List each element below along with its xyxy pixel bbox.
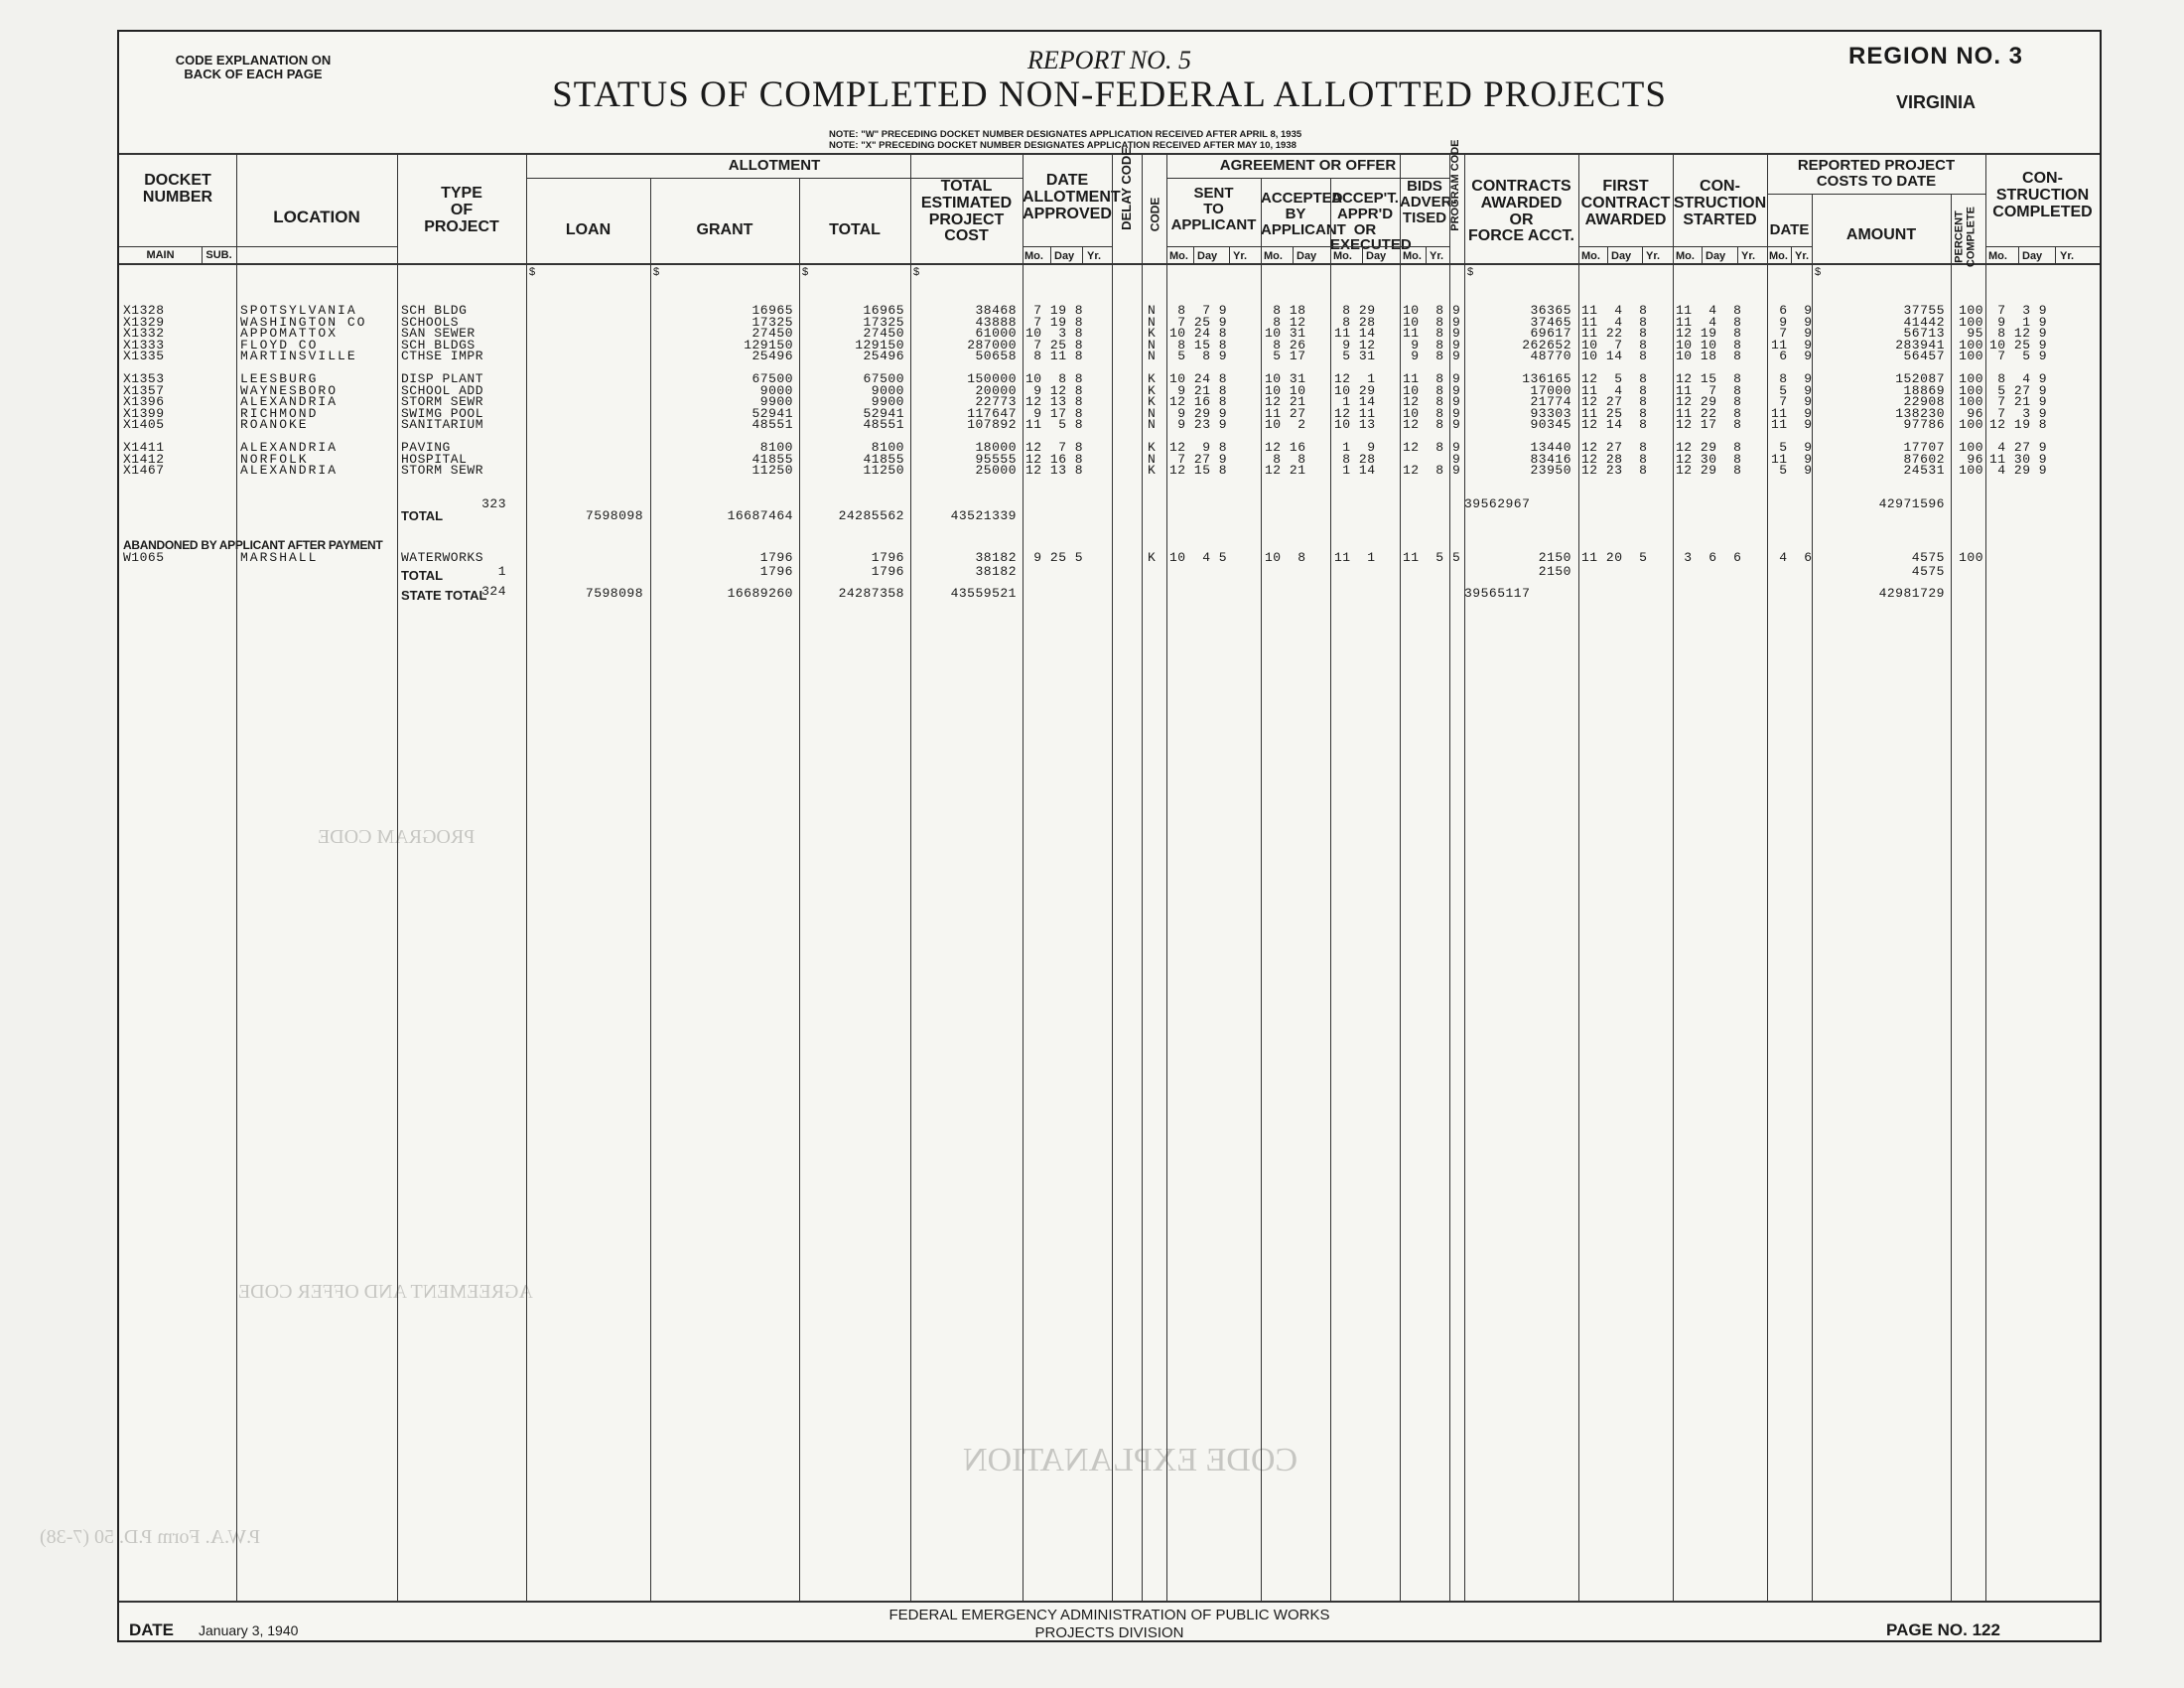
sub-day: Day xyxy=(1297,250,1317,262)
table-top-rule xyxy=(119,153,2100,155)
header-completed: CON- STRUCTION COMPLETED xyxy=(1992,170,2093,220)
state-total-contracts: 39565117 xyxy=(1464,586,1531,601)
total-est-cost: 43521339 xyxy=(950,508,1017,523)
header-docket: DOCKET NUMBER xyxy=(142,172,213,206)
est-cost-column: 38468 43888 61000 287000 50658 150000 20000 22773 117647 107892 18000 95555 25000 xyxy=(967,303,1017,478)
report-number: REPORT NO. 5 xyxy=(1027,46,1191,74)
header-contracts: CONTRACTS AWARDED OR FORCE ACCT. xyxy=(1468,178,1574,245)
header-est-cost: TOTAL ESTIMATED PROJECT COST xyxy=(920,178,1013,245)
dollar-sign: $ xyxy=(529,266,536,278)
completed-column: 7 3 9 9 1 9 8 12 9 10 25 9 7 5 9 8 4 9 5 27 9 7 21 9 7 3 9 12 19 8 4 27 9 11 30 9 4 29 9 xyxy=(1989,303,2048,478)
accepted-column: 8 18 8 12 10 31 8 26 5 17 10 31 10 10 12 21 11 27 10 2 12 16 8 8 12 21 xyxy=(1265,303,1306,478)
header-loan: LOAN xyxy=(565,221,612,238)
abandoned-report-date: 4 6 xyxy=(1771,550,1813,565)
dollar-sign: $ xyxy=(653,266,660,278)
page-title: STATUS OF COMPLETED NON-FEDERAL ALLOTTED PROJECTS xyxy=(552,74,1667,115)
dollar-sign: $ xyxy=(1467,266,1474,278)
sub-yr: Yr. xyxy=(1795,250,1810,262)
sub-yr: Yr. xyxy=(1233,250,1248,262)
bleed-program-code: PROGRAM CODE xyxy=(318,826,476,848)
abandoned-total: 1796 xyxy=(871,550,904,565)
footer-agency: FEDERAL EMERGENCY ADMINISTRATION OF PUBLIC WORKS xyxy=(888,1607,1330,1623)
header-location: LOCATION xyxy=(273,208,360,226)
footer-division: PROJECTS DIVISION xyxy=(1034,1624,1184,1641)
abandoned-executed: 11 1 xyxy=(1334,550,1376,565)
report-date-column: 6 9 9 9 7 9 11 9 6 9 8 9 5 9 7 9 11 9 11 9 5 9 11 9 5 9 xyxy=(1771,303,1813,478)
abandoned-total-allotment: 1796 xyxy=(871,564,904,579)
percent-column: 100 100 95 100 100 100 100 100 96 100 100 96 100 xyxy=(1959,303,1983,478)
sub-yr: Yr. xyxy=(1646,250,1661,262)
header-first-contract: FIRST CONTRACT AWARDED xyxy=(1580,178,1671,228)
abandoned-total-grant: 1796 xyxy=(759,564,793,579)
total-grant: 16687464 xyxy=(727,508,793,523)
total-column: 16965 17325 27450 129150 25496 67500 9000 9900 52941 48551 8100 41855 11250 xyxy=(855,303,904,478)
abandoned-est-cost: 38182 xyxy=(975,550,1017,565)
sub-day: Day xyxy=(1197,250,1218,262)
header-bids: BIDS ADVER- TISED xyxy=(1400,178,1457,226)
header-delay-code: DELAY CODE xyxy=(1119,147,1135,230)
bleed-agreement-code: AGREEMENT AND OFFER CODE xyxy=(238,1281,533,1303)
abandoned-docket: W1065 xyxy=(123,550,165,565)
sub-day: Day xyxy=(1706,250,1726,262)
state-total-label: STATE TOTAL xyxy=(401,588,487,603)
sub-mo: Mo. xyxy=(1333,250,1352,262)
contracts-column: 36365 37465 69617 262652 48770 136165 17000 21774 93303 90345 13440 83416 23950 xyxy=(1522,303,1571,478)
dollar-sign: $ xyxy=(802,266,809,278)
state-label: VIRGINIA xyxy=(1895,92,1976,112)
sub-yr: Yr. xyxy=(1741,250,1756,262)
abandoned-first-contract: 11 20 5 xyxy=(1581,550,1648,565)
sub-mo: Mo. xyxy=(1676,250,1695,262)
abandoned-total-amount: 4575 xyxy=(1911,564,1945,579)
header-grant: GRANT xyxy=(696,221,753,238)
state-total-amount: 42981729 xyxy=(1878,586,1945,601)
abandoned-amount: 4575 xyxy=(1911,550,1945,565)
sub-day: Day xyxy=(1611,250,1632,262)
total-label: TOTAL xyxy=(401,508,444,523)
header-date: DATE xyxy=(1769,221,1810,238)
state-total-loan: 7598098 xyxy=(585,586,643,601)
abandoned-percent: 100 xyxy=(1959,550,1983,565)
abandoned-heading: ABANDONED BY APPLICANT AFTER PAYMENT xyxy=(123,538,383,552)
amount-column: 37755 41442 56713 283941 56457 152087 18869 22908 138230 97786 17707 87602 24531 xyxy=(1895,303,1945,478)
abandoned-construction-started: 3 6 6 xyxy=(1676,550,1742,565)
footer-date-label: DATE xyxy=(129,1620,175,1639)
abandoned-total-label: TOTAL xyxy=(401,568,444,583)
bleed-code-explanation: CODE EXPLANATION xyxy=(963,1442,1298,1478)
sub-mo: Mo. xyxy=(1264,250,1283,262)
total-count: 323 xyxy=(481,496,506,511)
state-total-count: 324 xyxy=(481,584,506,599)
sub-mo: Mo. xyxy=(1769,250,1788,262)
total-amount: 42971596 xyxy=(1878,496,1945,511)
report-sheet xyxy=(40,30,2102,1642)
state-total-grant: 16689260 xyxy=(727,586,793,601)
total-contracts: 39562967 xyxy=(1464,496,1531,511)
header-main: MAIN xyxy=(146,249,175,261)
header-program-code: PROGRAM CODE xyxy=(1449,139,1462,231)
header-percent: PERCENT COMPLETE xyxy=(1953,206,1977,268)
abandoned-contracts: 2150 xyxy=(1538,550,1571,565)
header-executed: ACCEP'T. APPR'D OR EXECUTED xyxy=(1330,190,1412,254)
abandoned-grant: 1796 xyxy=(759,550,793,565)
header-accepted: ACCEPTED BY APPLICANT xyxy=(1261,190,1346,238)
state-total-est-cost: 43559521 xyxy=(950,586,1017,601)
abandoned-type: WATERWORKS xyxy=(401,550,484,565)
type-column: SCH BLDG SCHOOLS SAN SEWER SCH BLDGS CTHSE IMPR DISP PLANT SCHOOL ADD STORM SEWR SWIMG POOL SANITARIUM PAVING HOSPITAL STORM SEWR xyxy=(401,303,484,478)
sub-yr: Yr. xyxy=(1430,250,1444,262)
sub-day: Day xyxy=(1366,250,1387,262)
header-allotment: ALLOTMENT xyxy=(728,157,821,174)
header-type: TYPE OF PROJECT xyxy=(424,185,499,235)
region-label: REGION NO. 3 xyxy=(1847,43,2024,70)
bids-column: 10 8 10 8 11 8 9 8 9 8 11 8 10 8 12 8 10 8 12 8 12 8 12 8 xyxy=(1403,303,1444,478)
abandoned-program: 5 xyxy=(1452,550,1461,565)
header-date-approved: DATE ALLOTMENT APPROVED xyxy=(1023,172,1121,222)
header-amount: AMOUNT xyxy=(1845,226,1917,243)
abandoned-location: MARSHALL xyxy=(240,550,319,565)
approved-column: 7 19 8 7 19 8 10 3 8 7 25 8 8 11 8 10 8 8 9 12 8 12 13 8 9 17 8 11 5 8 12 7 8 12 16 8 12 13 8 xyxy=(1025,303,1084,478)
sub-yr: Yr. xyxy=(1087,250,1102,262)
sub-mo: Mo. xyxy=(1581,250,1600,262)
total-allotment: 24285562 xyxy=(838,508,904,523)
header-reported: REPORTED PROJECT COSTS TO DATE xyxy=(1797,157,1956,190)
code-note: CODE EXPLANATION ON BACK OF EACH PAGE xyxy=(175,53,332,81)
header-total: TOTAL xyxy=(829,221,881,238)
sub-mo: Mo. xyxy=(1024,250,1043,262)
abandoned-approved: 9 25 5 xyxy=(1025,550,1084,565)
abandoned-accepted: 10 8 xyxy=(1265,550,1306,565)
abandoned-bids: 11 5 xyxy=(1403,550,1444,565)
sub-mo: Mo. xyxy=(1988,250,2007,262)
page-number: PAGE NO. 122 xyxy=(1886,1620,2000,1639)
header-agreement: AGREEMENT OR OFFER xyxy=(1219,157,1397,174)
sub-day: Day xyxy=(1054,250,1075,262)
note-x: NOTE: "X" PRECEDING DOCKET NUMBER DESIGNATES APPLICATION RECEIVED AFTER MAY 10, 1938 xyxy=(829,140,1297,151)
sub-yr: Yr. xyxy=(2060,250,2075,262)
footer-date-value: January 3, 1940 xyxy=(199,1622,299,1638)
state-total-allotment: 24287358 xyxy=(838,586,904,601)
header-construction-started: CON- STRUCTION STARTED xyxy=(1673,178,1767,228)
dollar-sign: $ xyxy=(1815,266,1822,278)
program-column: 9 9 9 9 9 9 9 9 9 9 9 9 9 xyxy=(1452,303,1461,478)
note-w: NOTE: "W" PRECEDING DOCKET NUMBER DESIGNATES APPLICATION RECEIVED AFTER APRIL 8, 1935 xyxy=(829,129,1302,140)
construction-started-column: 11 4 8 11 4 8 12 19 8 10 10 8 10 18 8 12 15 8 11 7 8 12 29 8 11 22 8 12 17 8 12 29 8 12 30 8 12 29 8 xyxy=(1676,303,1742,478)
sub-day: Day xyxy=(2022,250,2043,262)
abandoned-total-contracts: 2150 xyxy=(1538,564,1571,579)
docket-column: X1328 X1329 X1332 X1333 X1335 X1353 X1357 X1396 X1399 X1405 X1411 X1412 X1467 xyxy=(123,303,165,478)
executed-column: 8 29 8 28 11 14 9 12 5 31 12 1 10 29 1 14 12 11 10 13 1 9 8 28 1 14 xyxy=(1334,303,1376,478)
grant-column: 16965 17325 27450 129150 25496 67500 9000 9900 52941 48551 8100 41855 11250 xyxy=(744,303,793,478)
bleed-form-number: P.W.A. Form P.D. 50 (7-38) xyxy=(40,1526,261,1548)
abandoned-count: 1 xyxy=(497,564,506,579)
header-sent: SENT TO APPLICANT xyxy=(1170,185,1257,233)
abandoned-code: K xyxy=(1148,550,1157,565)
header-sub: SUB. xyxy=(205,249,232,261)
total-loan: 7598098 xyxy=(585,508,643,523)
dollar-sign: $ xyxy=(913,266,920,278)
sent-column: 8 7 9 7 25 9 10 24 8 8 15 8 5 8 9 10 24 8 9 21 8 12 16 8 9 29 9 9 23 9 12 9 8 7 27 9 12 15 8 xyxy=(1169,303,1228,478)
header-code: CODE xyxy=(1148,197,1162,232)
header-bottom-rule xyxy=(119,263,2100,265)
location-column: SPOTSYLVANIA WASHINGTON CO APPOMATTOX FLOYD CO MARTINSVILLE LEESBURG WAYNESBORO ALEXANDRIA RICHMOND ROANOKE ALEXANDRIA NORFOLK ALEXANDRIA xyxy=(240,303,367,478)
code-column: N N K N N K K K N N K N K xyxy=(1148,303,1157,478)
abandoned-sent: 10 4 5 xyxy=(1169,550,1228,565)
sub-mo: Mo. xyxy=(1403,250,1422,262)
sub-mo: Mo. xyxy=(1169,250,1188,262)
first-contract-column: 11 4 8 11 4 8 11 22 8 10 7 8 10 14 8 12 5 8 11 4 8 12 27 8 11 25 8 12 14 8 12 27 8 12 28 8 12 23 8 xyxy=(1581,303,1648,478)
footer-rule xyxy=(119,1601,2100,1603)
abandoned-total-est-cost: 38182 xyxy=(975,564,1017,579)
